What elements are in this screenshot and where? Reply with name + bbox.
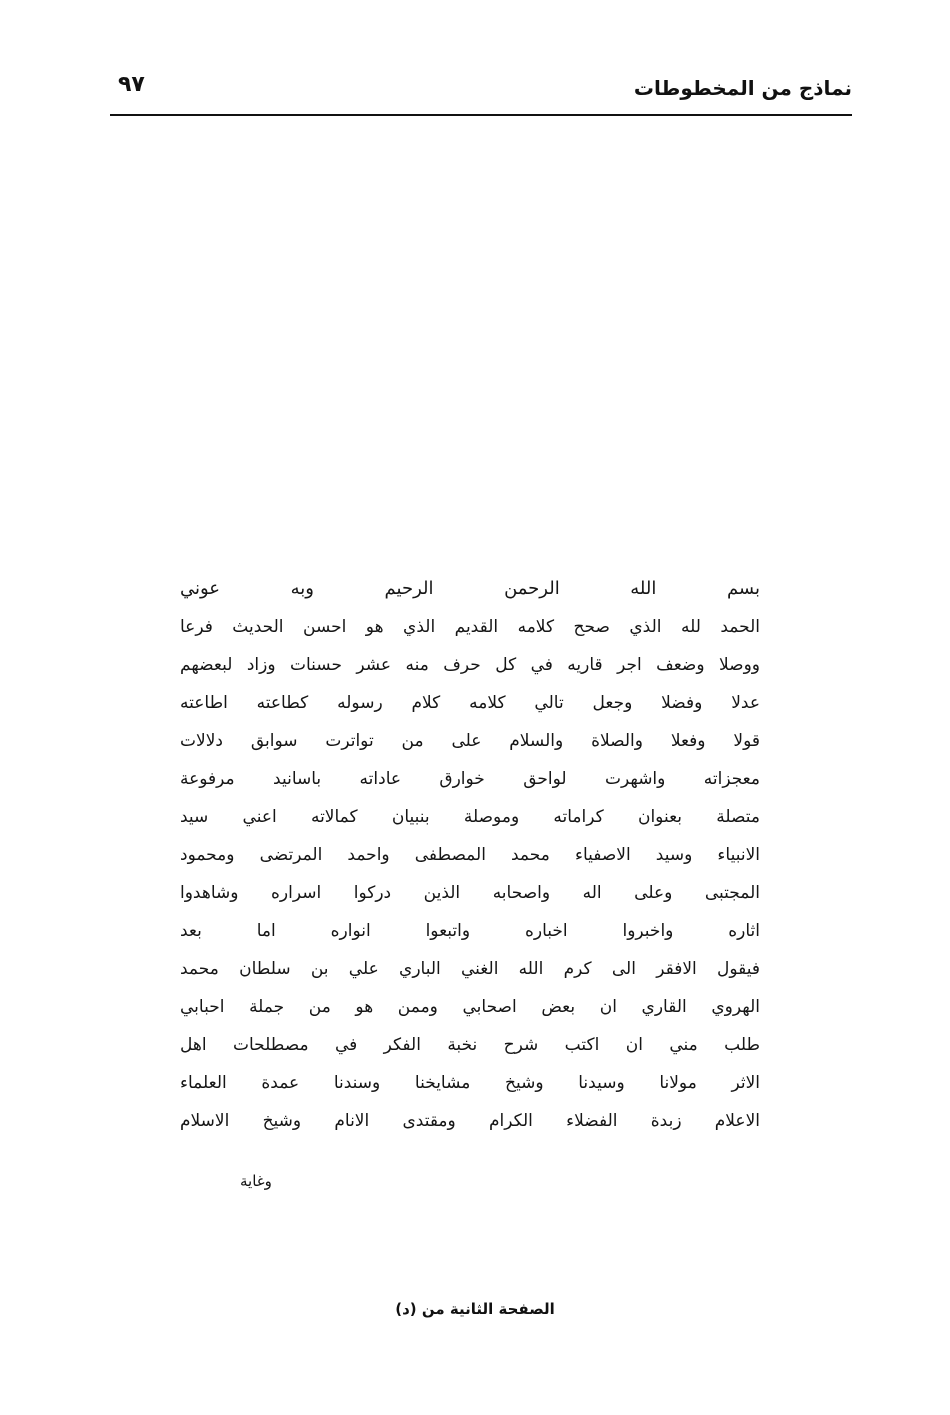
manuscript-line: الاثر مولانا وسيدنا وشيخ مشايخنا وسندنا عمدة العلماء xyxy=(180,1073,760,1093)
manuscript-line: الانبياء وسيد الاصفياء محمد المصطفى واحمد المرتضى ومحمود xyxy=(180,845,760,865)
manuscript-line: الاعلام زبدة الفضلاء الكرام ومقتدى الانام وشيخ الاسلام xyxy=(180,1111,760,1131)
header-rule xyxy=(110,114,852,116)
page-number: ٩٧ xyxy=(118,72,145,97)
manuscript-signoff: وغاية xyxy=(240,1172,272,1190)
manuscript-line: الحمد لله الذي صحح كلامه القديم الذي هو احسن الحديث فرعا xyxy=(180,617,760,637)
manuscript-line: متصلة بعنوان كراماته وموصلة بنبيان كمالاته اعني سيد xyxy=(180,807,760,827)
page-header xyxy=(110,60,852,118)
manuscript-line: فيقول الافقر الى كرم الله الغني الباري علي بن سلطان محمد xyxy=(180,959,760,979)
figure-caption: الصفحة الثانية من (د) xyxy=(395,1300,555,1318)
manuscript-image xyxy=(180,572,760,1212)
manuscript-line: الهروي القاري ان بعض اصحابي وممن هو من جملة احبابي xyxy=(180,997,760,1017)
manuscript-line: اثاره واخبروا اخباره واتبعوا انواره اما بعد xyxy=(180,921,760,941)
manuscript-line: المجتبى وعلى اله واصحابه الذين دركوا اسراره وشاهدوا xyxy=(180,883,760,903)
manuscript-line-basmala: بسم الله الرحمن الرحيم وبه عوني xyxy=(180,578,760,599)
manuscript-line: ووصلا وضعف اجر قاريه في كل حرف منه عشر حسنات وزاد لبعضهم xyxy=(180,655,760,675)
manuscript-line: طلب مني ان اكتب شرح نخبة الفكر في مصطلحات اهل xyxy=(180,1035,760,1055)
manuscript-line: قولا وفعلا والصلاة والسلام على من تواترت سوابق دلالات xyxy=(180,731,760,751)
manuscript-line: معجزاته واشهرت لواحق خوارق عاداته باسانيد مرفوعة xyxy=(180,769,760,789)
manuscript-line: عدلا وفضلا وجعل تالي كلامه كلام رسوله كطاعته اطاعته xyxy=(180,693,760,713)
running-title: نماذج من المخطوطات xyxy=(633,76,852,100)
